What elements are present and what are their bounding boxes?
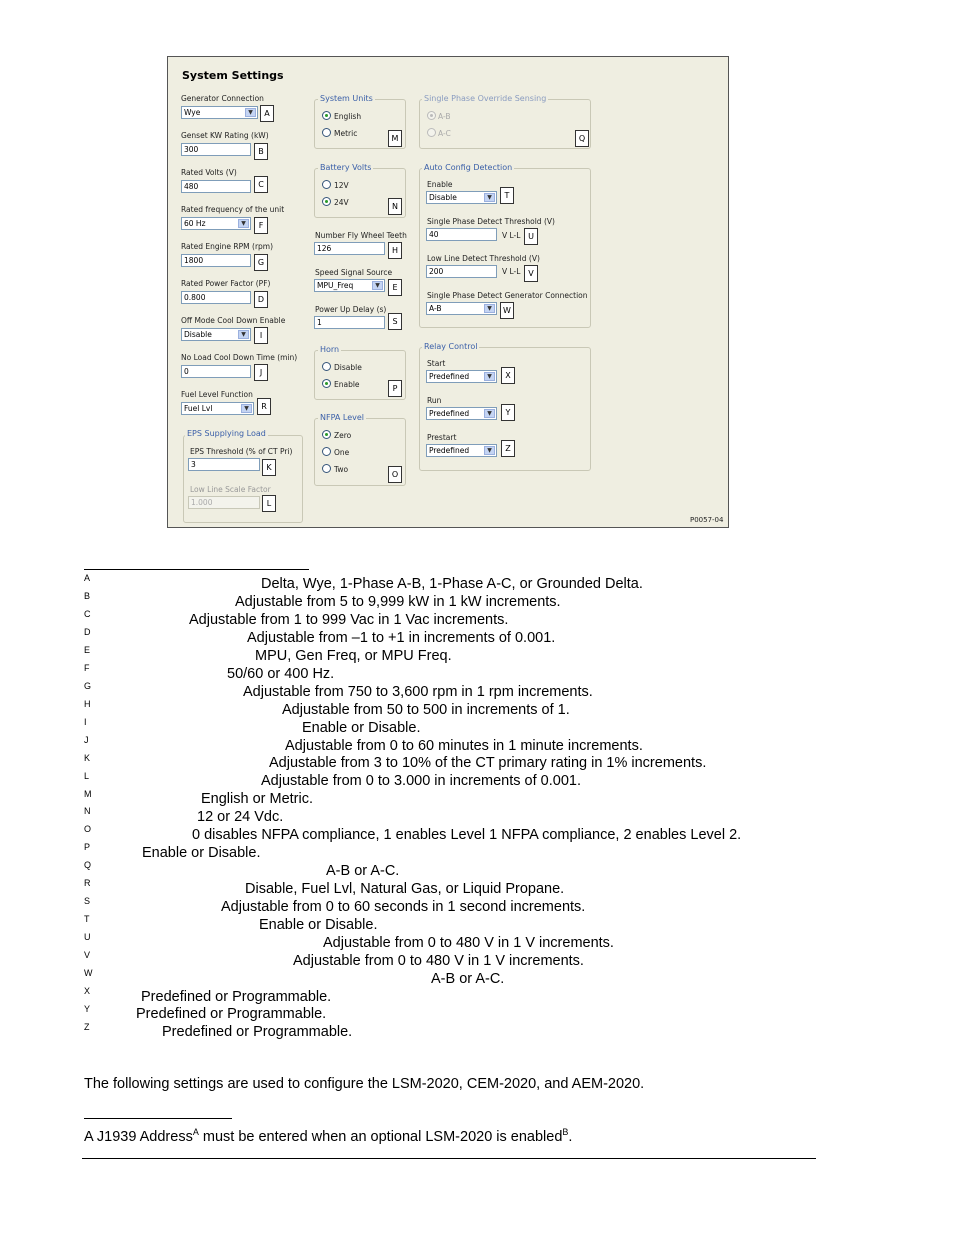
callout-tag: X	[501, 367, 515, 384]
relay-prestart-select[interactable]: Predefined ▼	[426, 444, 497, 457]
panel-title: System Settings	[182, 69, 284, 82]
footnote-text: Adjustable from 0 to 60 seconds in 1 second increments.	[221, 899, 586, 915]
chevron-down-icon: ▼	[484, 193, 495, 202]
auto-config-enable-label: Enable	[427, 180, 453, 189]
footnote-text: Adjustable from 0 to 60 minutes in 1 minute increments.	[285, 738, 643, 754]
footnote-text: 0 disables NFPA compliance, 1 enables Level 1 NFPA compliance, 2 enables Level 2.	[192, 827, 742, 843]
radio-ac-label: A-C	[438, 129, 451, 138]
footnote-letter: M	[84, 789, 92, 799]
callout-tag: P	[388, 380, 402, 397]
callout-tag: Z	[501, 440, 515, 457]
generator-connection-label: Generator Connection	[181, 94, 264, 103]
footnote-letter: F	[84, 663, 90, 673]
sp-gen-conn-label: Single Phase Detect Generator Connection	[427, 291, 588, 300]
radio-horn-disable-label: Disable	[334, 363, 362, 372]
radio-horn-enable-label: Enable	[334, 380, 360, 389]
footnote-text: Adjustable from 3 to 10% of the CT primary rating in 1% increments.	[269, 755, 707, 771]
system-settings-panel	[167, 56, 729, 528]
radio-12v[interactable]	[322, 180, 331, 189]
footnote-text: Predefined or Programmable.	[141, 989, 332, 1005]
callout-tag: V	[524, 265, 538, 282]
radio-ac	[427, 128, 436, 137]
radio-metric[interactable]	[322, 128, 331, 137]
footnote-letter: G	[84, 681, 92, 691]
footnote-letter: X	[84, 986, 91, 996]
callout-tag: R	[257, 398, 271, 415]
bottom-divider	[82, 1158, 816, 1159]
radio-nfpa-zero[interactable]	[322, 430, 331, 439]
footnote-text: Adjustable from 50 to 500 in increments of 1.	[282, 702, 570, 718]
footnote-divider	[84, 569, 309, 570]
no-load-cool-input[interactable]: 0	[181, 365, 251, 378]
footnote-letter: R	[84, 878, 91, 888]
footnote-letter: V	[84, 950, 91, 960]
footnote-letter: I	[84, 717, 87, 727]
sp-gen-conn-select[interactable]: A-B ▼	[426, 302, 497, 315]
callout-tag: O	[388, 466, 402, 483]
footnote-text: Enable or Disable.	[142, 845, 261, 861]
relay-start-label: Start	[427, 359, 446, 368]
radio-nfpa-two-label: Two	[334, 465, 349, 474]
horn-legend: Horn	[320, 345, 340, 354]
fuel-level-select[interactable]: Fuel Lvl ▼	[181, 402, 254, 415]
footnote-letter: Q	[84, 860, 92, 870]
radio-nfpa-zero-label: Zero	[334, 431, 352, 440]
chevron-down-icon: ▼	[238, 330, 249, 339]
callout-tag: C	[254, 176, 268, 193]
callout-tag: J	[254, 364, 268, 381]
footnote-text: 50/60 or 400 Hz.	[227, 666, 335, 682]
rated-rpm-input[interactable]: 1800	[181, 254, 251, 267]
rated-frequency-select[interactable]: 60 Hz ▼	[181, 217, 251, 230]
rated-volts-input[interactable]: 480	[181, 180, 251, 193]
footnote-letter: J	[84, 735, 89, 745]
footnote-letter: K	[84, 753, 91, 763]
footnote-text: Adjustable from 0 to 3.000 in increments of 0.001.	[261, 773, 581, 789]
chevron-down-icon: ▼	[484, 409, 495, 418]
callout-tag: K	[262, 459, 276, 476]
callout-tag: F	[254, 217, 268, 234]
footnote-text: Predefined or Programmable.	[162, 1024, 353, 1040]
relay-control-legend: Relay Control	[424, 342, 478, 351]
radio-english[interactable]	[322, 111, 331, 120]
footnote-letter: B	[84, 591, 91, 601]
footnote-text: Enable or Disable.	[302, 720, 421, 736]
eps-threshold-input[interactable]: 3	[188, 458, 260, 471]
footnote-text: Adjustable from 750 to 3,600 rpm in 1 rpm increments.	[243, 684, 593, 700]
auto-config-legend: Auto Config Detection	[424, 163, 513, 172]
low-line-label: Low Line Scale Factor	[190, 485, 271, 494]
relay-run-select[interactable]: Predefined ▼	[426, 407, 497, 420]
radio-english-label: English	[334, 112, 362, 121]
footnote-letter: P	[84, 842, 91, 852]
nfpa-legend: NFPA Level	[320, 413, 365, 422]
callout-tag: B	[254, 143, 268, 160]
single-phase-override-group	[419, 99, 591, 149]
low-line-threshold-input[interactable]: 200	[426, 265, 497, 278]
radio-nfpa-one-label: One	[334, 448, 350, 457]
radio-ab	[427, 111, 436, 120]
callout-tag: Y	[501, 404, 515, 421]
power-up-delay-label: Power Up Delay (s)	[315, 305, 387, 314]
speed-signal-select[interactable]: MPU_Freq ▼	[314, 279, 385, 292]
footnote-letter: T	[84, 914, 90, 924]
radio-24v[interactable]	[322, 197, 331, 206]
chevron-down-icon: ▼	[484, 446, 495, 455]
relay-run-label: Run	[427, 396, 442, 405]
footnote-text: A-B or A-C.	[431, 971, 505, 987]
speed-signal-label: Speed Signal Source	[315, 268, 393, 277]
footnote-letter: Z	[84, 1022, 90, 1032]
rated-pf-label: Rated Power Factor (PF)	[181, 279, 271, 288]
chevron-down-icon: ▼	[245, 108, 256, 117]
radio-nfpa-two[interactable]	[322, 464, 331, 473]
footnote-text: Disable, Fuel Lvl, Natural Gas, or Liquid Propane.	[245, 881, 565, 897]
footnote-text: Adjustable from 5 to 9,999 kW in 1 kW increments.	[235, 594, 561, 610]
rated-frequency-label: Rated frequency of the unit	[181, 205, 285, 214]
callout-tag: D	[254, 291, 268, 308]
footnote-letter: E	[84, 645, 91, 655]
footnote-letter: H	[84, 699, 91, 709]
callout-tag: T	[500, 187, 514, 204]
callout-tag: N	[388, 198, 402, 215]
footnote-text: Adjustable from 0 to 480 V in 1 V increments.	[293, 953, 584, 969]
rated-pf-input[interactable]: 0.800	[181, 291, 251, 304]
chevron-down-icon: ▼	[484, 372, 495, 381]
figure-id: P0057-04	[690, 516, 724, 524]
eps-threshold-label: EPS Threshold (% of CT Pri)	[190, 447, 293, 456]
low-line-input: 1.000	[188, 496, 260, 509]
chevron-down-icon: ▼	[372, 281, 383, 290]
single-phase-override-legend: Single Phase Override Sensing	[424, 94, 547, 103]
radio-horn-disable[interactable]	[322, 362, 331, 371]
footnote-text: Enable or Disable.	[259, 917, 378, 933]
off-mode-cool-select[interactable]: Disable ▼	[181, 328, 251, 341]
footnote-letter: A	[84, 573, 91, 583]
radio-24v-label: 24V	[334, 198, 349, 207]
callout-tag: S	[388, 313, 402, 330]
fuel-level-label: Fuel Level Function	[181, 390, 253, 399]
footnote-letter: N	[84, 806, 91, 816]
radio-12v-label: 12V	[334, 181, 349, 190]
genset-kw-label: Genset KW Rating (kW)	[181, 131, 269, 140]
footnote-text: 12 or 24 Vdc.	[197, 809, 284, 825]
footnote-letter: S	[84, 896, 91, 906]
relay-prestart-label: Prestart	[427, 433, 457, 442]
radio-nfpa-one[interactable]	[322, 447, 331, 456]
callout-tag: A	[260, 105, 274, 122]
footnote-text: A-B or A-C.	[326, 863, 400, 879]
callout-tag: H	[388, 242, 402, 259]
genset-kw-input[interactable]: 300	[181, 143, 251, 156]
callout-tag: W	[500, 302, 514, 319]
generator-connection-select[interactable]: Wye ▼	[181, 106, 258, 119]
rated-rpm-label: Rated Engine RPM (rpm)	[181, 242, 274, 251]
intro-paragraph: The following settings are used to configure the LSM-2020, CEM-2020, and AEM-2020.	[84, 1076, 645, 1092]
rated-volts-label: Rated Volts (V)	[181, 168, 237, 177]
power-up-delay-input[interactable]: 1	[314, 316, 385, 329]
system-units-legend: System Units	[320, 94, 373, 103]
footnote-letter: O	[84, 824, 92, 834]
battery-volts-legend: Battery Volts	[320, 163, 372, 172]
footnote-text: English or Metric.	[201, 791, 314, 807]
footnote-letter: Y	[84, 1004, 91, 1014]
flywheel-label: Number Fly Wheel Teeth	[315, 231, 407, 240]
low-line-threshold-unit: V L-L	[502, 267, 521, 276]
sp-threshold-label: Single Phase Detect Threshold (V)	[427, 217, 555, 226]
callout-tag: G	[254, 254, 268, 271]
callout-tag: L	[262, 495, 276, 512]
low-line-threshold-label: Low Line Detect Threshold (V)	[427, 254, 540, 263]
footnote-letter: U	[84, 932, 91, 942]
radio-ab-label: A-B	[438, 112, 451, 121]
relay-start-select[interactable]: Predefined ▼	[426, 370, 497, 383]
no-load-cool-label: No Load Cool Down Time (min)	[181, 353, 298, 362]
callout-tag: I	[254, 327, 268, 344]
footnote-text: Delta, Wye, 1-Phase A-B, 1-Phase A-C, or Grounded Delta.	[261, 576, 643, 592]
radio-metric-label: Metric	[334, 129, 358, 138]
callout-tag: M	[388, 130, 402, 147]
chevron-down-icon: ▼	[484, 304, 495, 313]
flywheel-input[interactable]: 126	[314, 242, 385, 255]
chevron-down-icon: ▼	[238, 219, 249, 228]
auto-config-enable-select[interactable]: Disable ▼	[426, 191, 497, 204]
sp-threshold-input[interactable]: 40	[426, 228, 497, 241]
footnote-text: Adjustable from –1 to +1 in increments of 0.001.	[247, 630, 556, 646]
section-divider	[84, 1118, 232, 1119]
radio-horn-enable[interactable]	[322, 379, 331, 388]
footnote-letter: C	[84, 609, 91, 619]
footnote-letter: D	[84, 627, 91, 637]
chevron-down-icon: ▼	[241, 404, 252, 413]
callout-tag: E	[388, 279, 402, 296]
eps-group-legend: EPS Supplying Load	[187, 429, 266, 438]
sp-threshold-unit: V L-L	[502, 231, 521, 240]
footnote-text: Adjustable from 0 to 480 V in 1 V increments.	[323, 935, 614, 951]
footnote-text: Adjustable from 1 to 999 Vac in 1 Vac increments.	[189, 612, 509, 628]
off-mode-cool-label: Off Mode Cool Down Enable	[181, 316, 286, 325]
callout-tag: U	[524, 228, 538, 245]
address-paragraph: A J1939 Address$^A$ must be entered when an optional LSM-2020 is enabled$^B$.	[84, 1127, 573, 1145]
footnote-letter: L	[84, 771, 90, 781]
callout-tag: Q	[575, 130, 589, 147]
footnote-text: Predefined or Programmable.	[136, 1006, 327, 1022]
footnote-letter: W	[84, 968, 93, 978]
footnote-text: MPU, Gen Freq, or MPU Freq.	[255, 648, 452, 664]
